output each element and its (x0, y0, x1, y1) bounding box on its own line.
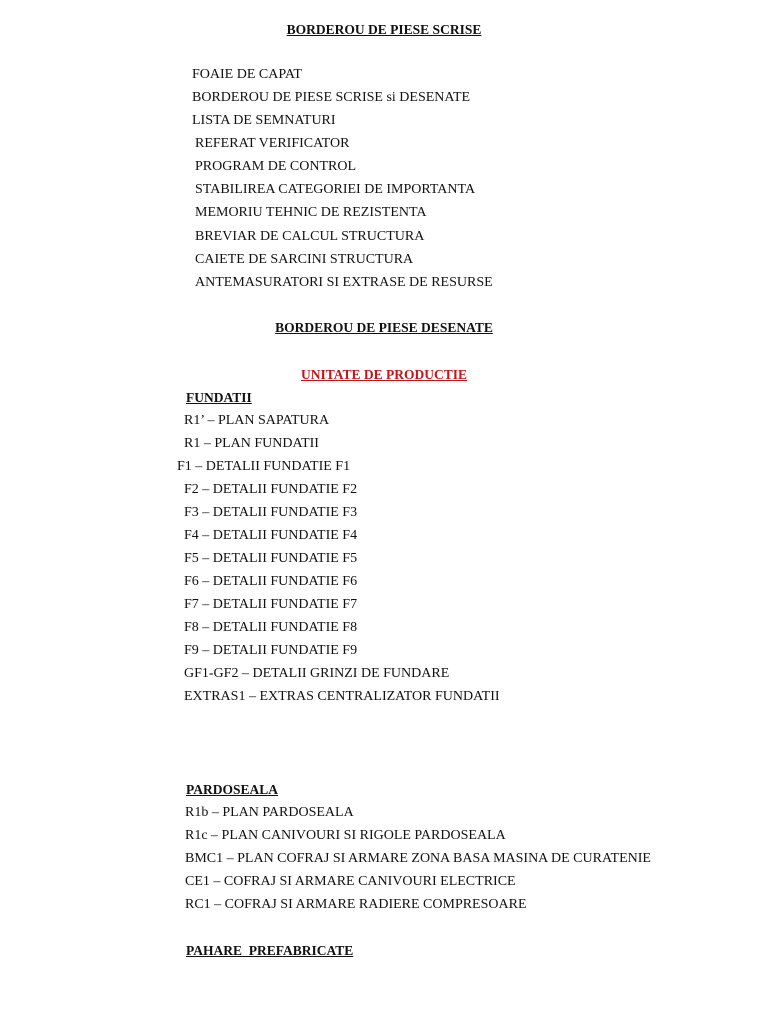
list-item: EXTRAS1 – EXTRAS CENTRALIZATOR FUNDATII (184, 689, 500, 704)
list-item: F7 – DETALII FUNDATIE F7 (184, 597, 358, 612)
list-item: ANTEMASURATORI SI EXTRASE DE RESURSE (195, 275, 493, 290)
list-item: FOAIE DE CAPAT (192, 67, 302, 82)
list-item: CE1 – COFRAJ SI ARMARE CANIVOURI ELECTRICE (185, 874, 516, 889)
list-item: F2 – DETALII FUNDATIE F2 (184, 482, 358, 497)
list-item: F1 – DETALII FUNDATIE F1 (177, 459, 351, 474)
list-item: F6 – DETALII FUNDATIE F6 (184, 574, 358, 589)
section-heading-flooring: PARDOSEALA (186, 782, 279, 797)
list-item: BORDEROU DE PIESE SCRISE si DESENATE (192, 90, 471, 105)
list-item: REFERAT VERIFICATOR (195, 136, 350, 151)
list-item: F8 – DETALII FUNDATIE F8 (184, 620, 358, 635)
unit-heading: UNITATE DE PRODUCTIE (300, 367, 468, 382)
list-item: PROGRAM DE CONTROL (195, 159, 357, 174)
list-item: R1’ – PLAN SAPATURA (184, 413, 330, 428)
section-heading-foundations: FUNDATII (186, 390, 252, 405)
list-item: STABILIREA CATEGORIEI DE IMPORTANTA (195, 182, 476, 197)
list-item: CAIETE DE SARCINI STRUCTURA (195, 252, 414, 267)
list-item: F5 – DETALII FUNDATIE F5 (184, 551, 358, 566)
list-item: F3 – DETALII FUNDATIE F3 (184, 505, 358, 520)
list-item: MEMORIU TEHNIC DE REZISTENTA (195, 205, 427, 220)
list-item: R1 – PLAN FUNDATII (184, 436, 319, 451)
section-heading-prefab: PAHARE PREFABRICATE (186, 943, 354, 958)
list-item: BREVIAR DE CALCUL STRUCTURA (195, 229, 425, 244)
list-item: GF1-GF2 – DETALII GRINZI DE FUNDARE (184, 666, 450, 681)
title-drawn-pieces: BORDEROU DE PIESE DESENATE (275, 320, 493, 335)
list-item: RC1 – COFRAJ SI ARMARE RADIERE COMPRESOARE (185, 897, 527, 912)
list-item: LISTA DE SEMNATURI (192, 113, 336, 128)
list-item: BMC1 – PLAN COFRAJ SI ARMARE ZONA BASA MASINA DE CURATENIE (185, 851, 651, 866)
list-item: R1c – PLAN CANIVOURI SI RIGOLE PARDOSEALA (185, 828, 506, 843)
list-item: R1b – PLAN PARDOSEALA (185, 805, 354, 820)
list-item: F4 – DETALII FUNDATIE F4 (184, 528, 358, 543)
title-written-pieces: BORDEROU DE PIESE SCRISE (286, 22, 482, 37)
list-item: F9 – DETALII FUNDATIE F9 (184, 643, 358, 658)
